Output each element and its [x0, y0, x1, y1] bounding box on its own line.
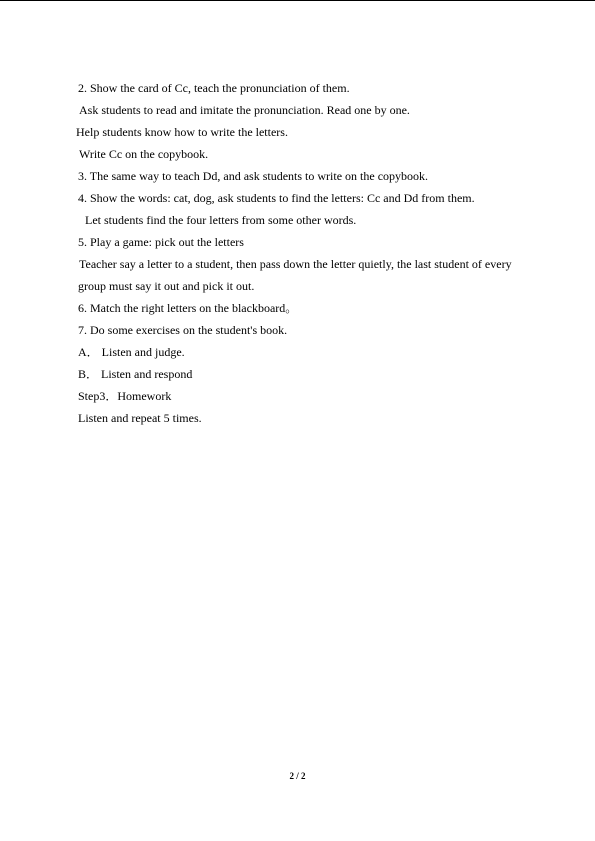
step-7-line: 7. Do some exercises on the student's book. [78, 323, 288, 337]
game-instructions-line: Teacher say a letter to a student, then pass down the letter quietly, the last student of every [79, 257, 512, 271]
step-3-line: 3. The same way to teach Dd, and ask students to write on the copybook. [78, 169, 429, 183]
step3-homework-heading: Step3．Homework [78, 389, 172, 403]
copybook-cc-line: Write Cc on the copybook. [79, 147, 209, 161]
item-a-line: A． Listen and judge. [78, 345, 185, 359]
homework-line: Listen and repeat 5 times. [78, 411, 202, 425]
step-2-line: 2. Show the card of Cc, teach the pronunciation of them. [78, 81, 350, 95]
write-letters-line: Help students know how to write the letters. [76, 125, 288, 139]
step-6-line: 6. Match the right letters on the blackboard。 [78, 301, 298, 315]
step-5-line: 5. Play a game: pick out the letters [78, 235, 244, 249]
item-b-line: B． Listen and respond [78, 367, 193, 381]
game-instructions-cont: group must say it out and pick it out. [78, 279, 255, 293]
read-imitate-line: Ask students to read and imitate the pronunciation. Read one by one. [79, 103, 410, 117]
step-4-line: 4. Show the words: cat, dog, ask students to find the letters: Cc and Dd from them. [78, 191, 475, 205]
page-number: 2 / 2 [289, 771, 306, 781]
other-words-line: Let students find the four letters from some other words. [85, 213, 357, 227]
